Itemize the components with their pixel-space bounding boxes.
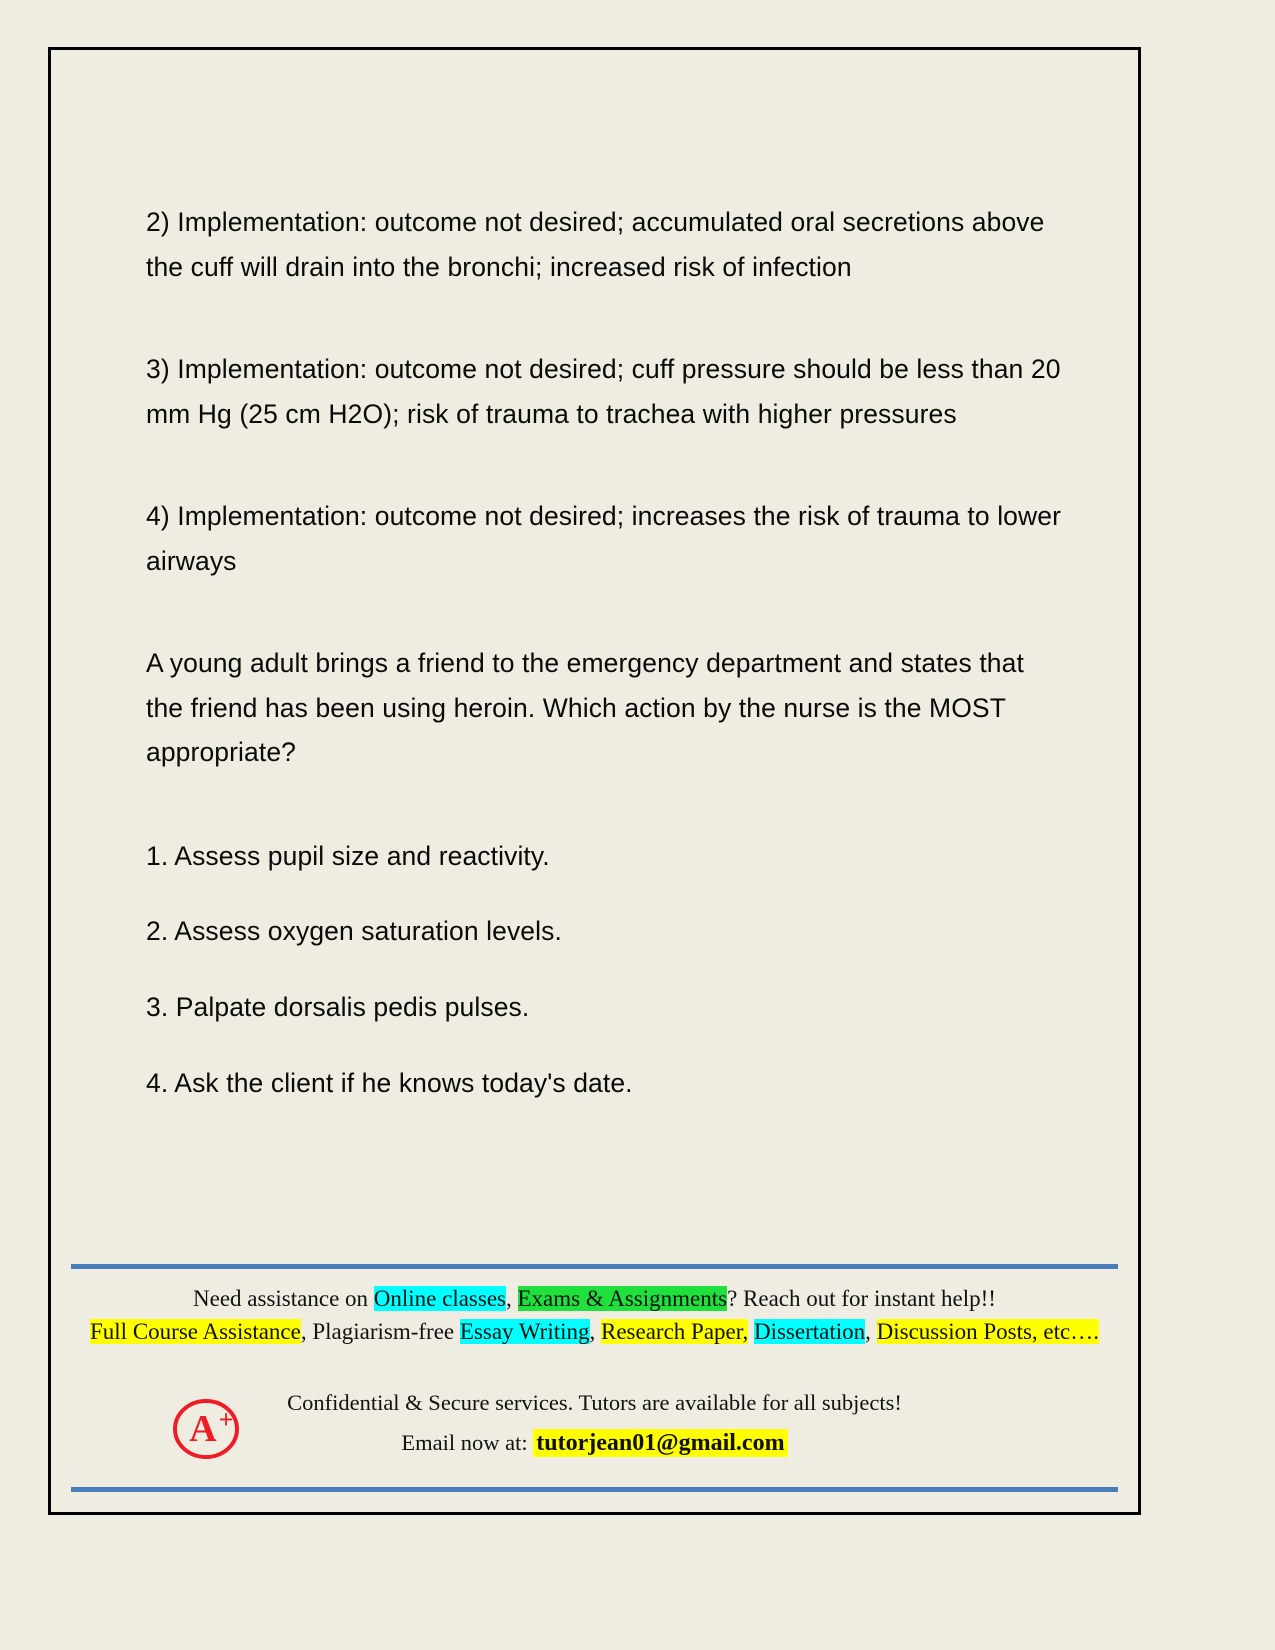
rationale-3: 3) Implementation: outcome not desired; cuff pressure should be less than 20 mm Hg (25 cm H2O); risk of trauma to trachea with higher pressures (146, 354, 1061, 429)
answer-options (146, 837, 1066, 1104)
ad-line2-mid1: , Plagiarism-free (300, 1319, 460, 1345)
advertisement-footer (51, 1264, 1138, 1512)
footer-rule-top (71, 1264, 1118, 1269)
svg-text:+: + (218, 1405, 234, 1434)
rationale-2: 2) Implementation: outcome not desired; accumulated oral secretions above the cuff will drain into the bronchi; increased risk of infection (146, 207, 1045, 282)
ad-highlight-online-classes: Online classes (373, 1286, 506, 1311)
ad-contact (51, 1386, 1138, 1462)
document-body (146, 200, 1066, 1104)
ad-highlight-dissertation: Dissertation (753, 1319, 866, 1345)
ad-confidential-text: Confidential & Secure services. Tutors are available for all subjects! (287, 1390, 902, 1415)
ad-email-address[interactable]: tutorjean01@gmail.com (533, 1429, 787, 1457)
question-stem: A young adult brings a friend to the emergency department and states that the friend has been using heroin. Which action by the nurse is the MOST appropriate? (146, 648, 1024, 768)
answer-option-4[interactable]: 4. Ask the client if he knows today's date. (146, 1067, 633, 1098)
ad-email-label: Email now at: (401, 1429, 528, 1455)
footer-rule-bottom (71, 1487, 1118, 1492)
ad-headline (51, 1282, 1138, 1349)
rationale-4: 4) Implementation: outcome not desired; increases the risk of trauma to lower airways (146, 501, 1062, 576)
ad-line-1 (51, 1282, 1138, 1315)
document-page (48, 47, 1141, 1515)
ad-highlight-exams-assignments: Exams & Assignments (517, 1286, 728, 1311)
answer-option-1[interactable]: 1. Assess pupil size and reactivity. (146, 840, 550, 871)
ad-line-2 (51, 1315, 1138, 1348)
ad-email-line (51, 1424, 1138, 1462)
ad-highlight-discussion-posts: Discussion Posts, etc…. (876, 1319, 1099, 1345)
answer-option-2[interactable]: 2. Assess oxygen saturation levels. (146, 916, 562, 947)
svg-text:A: A (189, 1408, 217, 1450)
ad-highlight-full-course: Full Course Assistance (90, 1319, 301, 1345)
ad-line2-mid2: , (589, 1319, 601, 1345)
ad-line1-mid: , (506, 1286, 518, 1311)
ad-line1-pre: Need assistance on (193, 1286, 374, 1311)
ad-line1-post: ? Reach out for instant help!! (727, 1286, 996, 1311)
ad-line2-mid4: , (865, 1319, 877, 1345)
answer-option-3[interactable]: 3. Palpate dorsalis pedis pulses. (146, 992, 530, 1023)
ad-highlight-research-paper: Research Paper, (601, 1319, 749, 1345)
ad-highlight-essay-writing: Essay Writing (459, 1319, 590, 1345)
